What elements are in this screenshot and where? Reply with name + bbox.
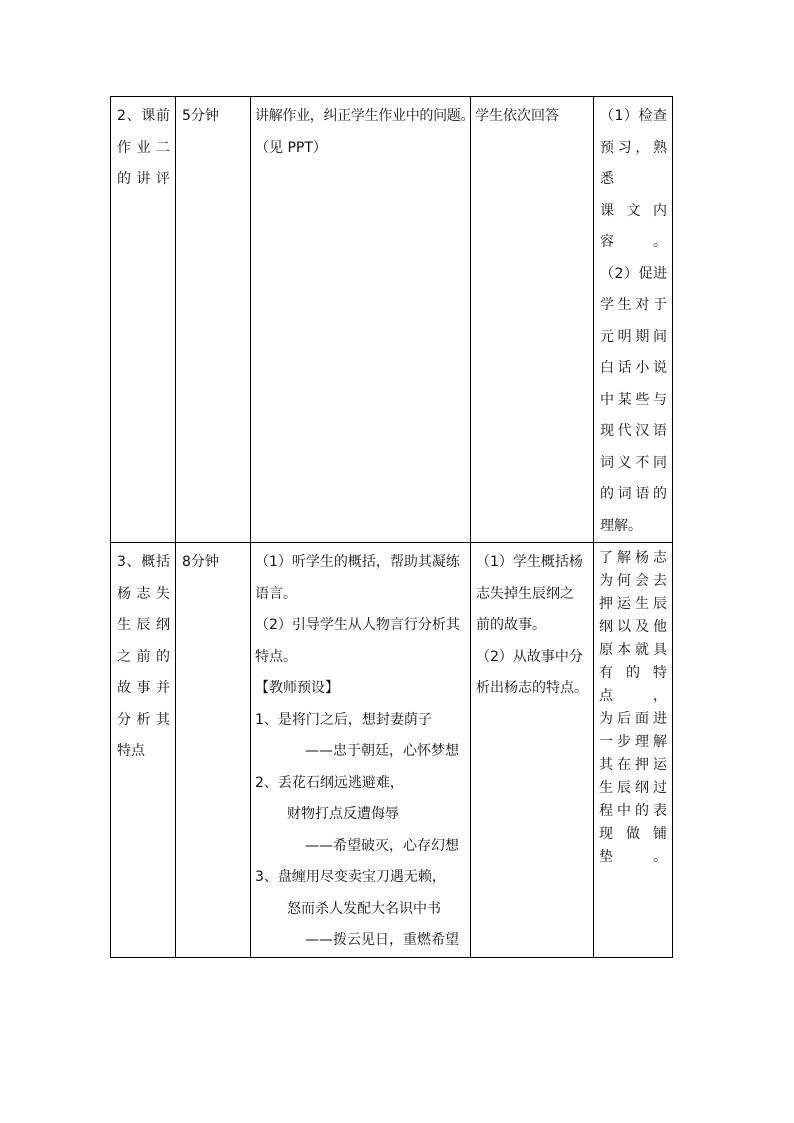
step-line: 分析其: [117, 711, 170, 728]
teacher-line: （见 PPT）: [255, 139, 327, 156]
purpose-line: 为后面进: [599, 711, 667, 727]
teacher-line: 财物打点反遭侮辱: [287, 806, 399, 822]
teacher-line: （2）引导学生从人物言行分析其: [255, 617, 460, 633]
step-line: 故事并: [117, 680, 170, 696]
time-text: 5分钟: [182, 108, 219, 124]
student-activity-cell: [471, 97, 594, 543]
table-row: [111, 543, 673, 958]
purpose-cell: [594, 97, 673, 543]
teacher-line: 语言。: [255, 585, 297, 602]
purpose-line: 押运生辰: [599, 596, 667, 612]
purpose-line: 白话小说: [600, 360, 667, 376]
purpose-line: 了解杨志: [599, 550, 667, 566]
purpose-line: 课文内容。: [600, 202, 667, 250]
step-line: 3、概括: [117, 554, 170, 570]
teacher-line: 特点。: [255, 648, 297, 665]
teacher-line: 怒而杀人发配大名识中书: [287, 900, 441, 917]
teacher-line: （1）听学生的概括，帮助其凝练: [255, 554, 460, 570]
student-line: 前的故事。: [476, 617, 546, 633]
step-line: 的讲评: [117, 171, 170, 187]
purpose-line: （2）促进: [600, 265, 667, 282]
student-activity-cell: [471, 543, 594, 958]
teacher-line: 2、丢花石纲远逃避难，: [255, 774, 404, 791]
purpose-line: 为何会去: [599, 573, 667, 589]
teacher-activity-cell: [251, 97, 475, 543]
step-line: 杨志失: [117, 585, 170, 602]
student-line: （1）学生概括杨: [476, 554, 583, 570]
step-line: 作业二: [117, 139, 170, 156]
teacher-line: ——希望破灭，心存幻想: [305, 837, 459, 854]
purpose-line: 预习，熟悉: [600, 139, 667, 187]
purpose-line: 现代汉语: [600, 423, 667, 439]
purpose-line: 理解。: [600, 517, 642, 534]
teacher-line: ——忠于朝廷，心怀梦想: [305, 743, 459, 759]
step-cell: [111, 97, 176, 543]
purpose-line: 原本就具: [599, 642, 667, 658]
step-line: 2、课前: [117, 108, 170, 124]
purpose-line: 生辰纲过: [599, 780, 667, 796]
purpose-line: 有的特点，: [599, 665, 667, 704]
teacher-line: 【教师预设】: [255, 680, 339, 696]
purpose-cell: [594, 543, 673, 958]
teacher-activity-cell: [251, 543, 471, 958]
purpose-line: 一步理解: [599, 734, 667, 750]
purpose-line: 元明期间: [600, 328, 667, 345]
purpose-line: 中某些与: [600, 391, 667, 408]
step-line: 生辰纲: [117, 617, 170, 633]
purpose-line: 的词语的: [600, 486, 667, 502]
time-cell: [176, 543, 251, 958]
purpose-line: 现做铺垫。: [599, 826, 667, 865]
time-text: 8分钟: [182, 554, 219, 570]
student-line: 志失掉生辰纲之: [476, 585, 574, 602]
purpose-line: 纲以及他: [599, 619, 667, 635]
teacher-line: 1、是将门之后，想封妻荫子: [255, 711, 432, 728]
purpose-line: （1）检查: [600, 108, 667, 124]
teacher-line: 3、盘缠用尽变卖宝刀遇无赖，: [255, 869, 446, 885]
student-line: （2）从故事中分: [476, 648, 583, 665]
step-cell: [111, 543, 176, 958]
teacher-line: 讲解作业，纠正学生作业中的问题。: [255, 108, 475, 124]
step-line: 特点: [117, 743, 145, 759]
purpose-line: 其在押运: [599, 757, 667, 773]
step-line: 之前的: [117, 648, 170, 665]
student-line: 析出杨志的特点。: [476, 680, 588, 696]
purpose-line: 学生对于: [600, 297, 667, 313]
student-line: 学生依次回答: [475, 108, 559, 124]
teacher-line: ——拨云见日，重燃希望: [305, 932, 459, 948]
table-row: [111, 97, 673, 543]
time-cell: [176, 97, 251, 543]
purpose-line: 程中的表: [599, 803, 667, 819]
lesson-plan-table: [110, 96, 673, 958]
purpose-line: 词义不同: [600, 454, 667, 471]
